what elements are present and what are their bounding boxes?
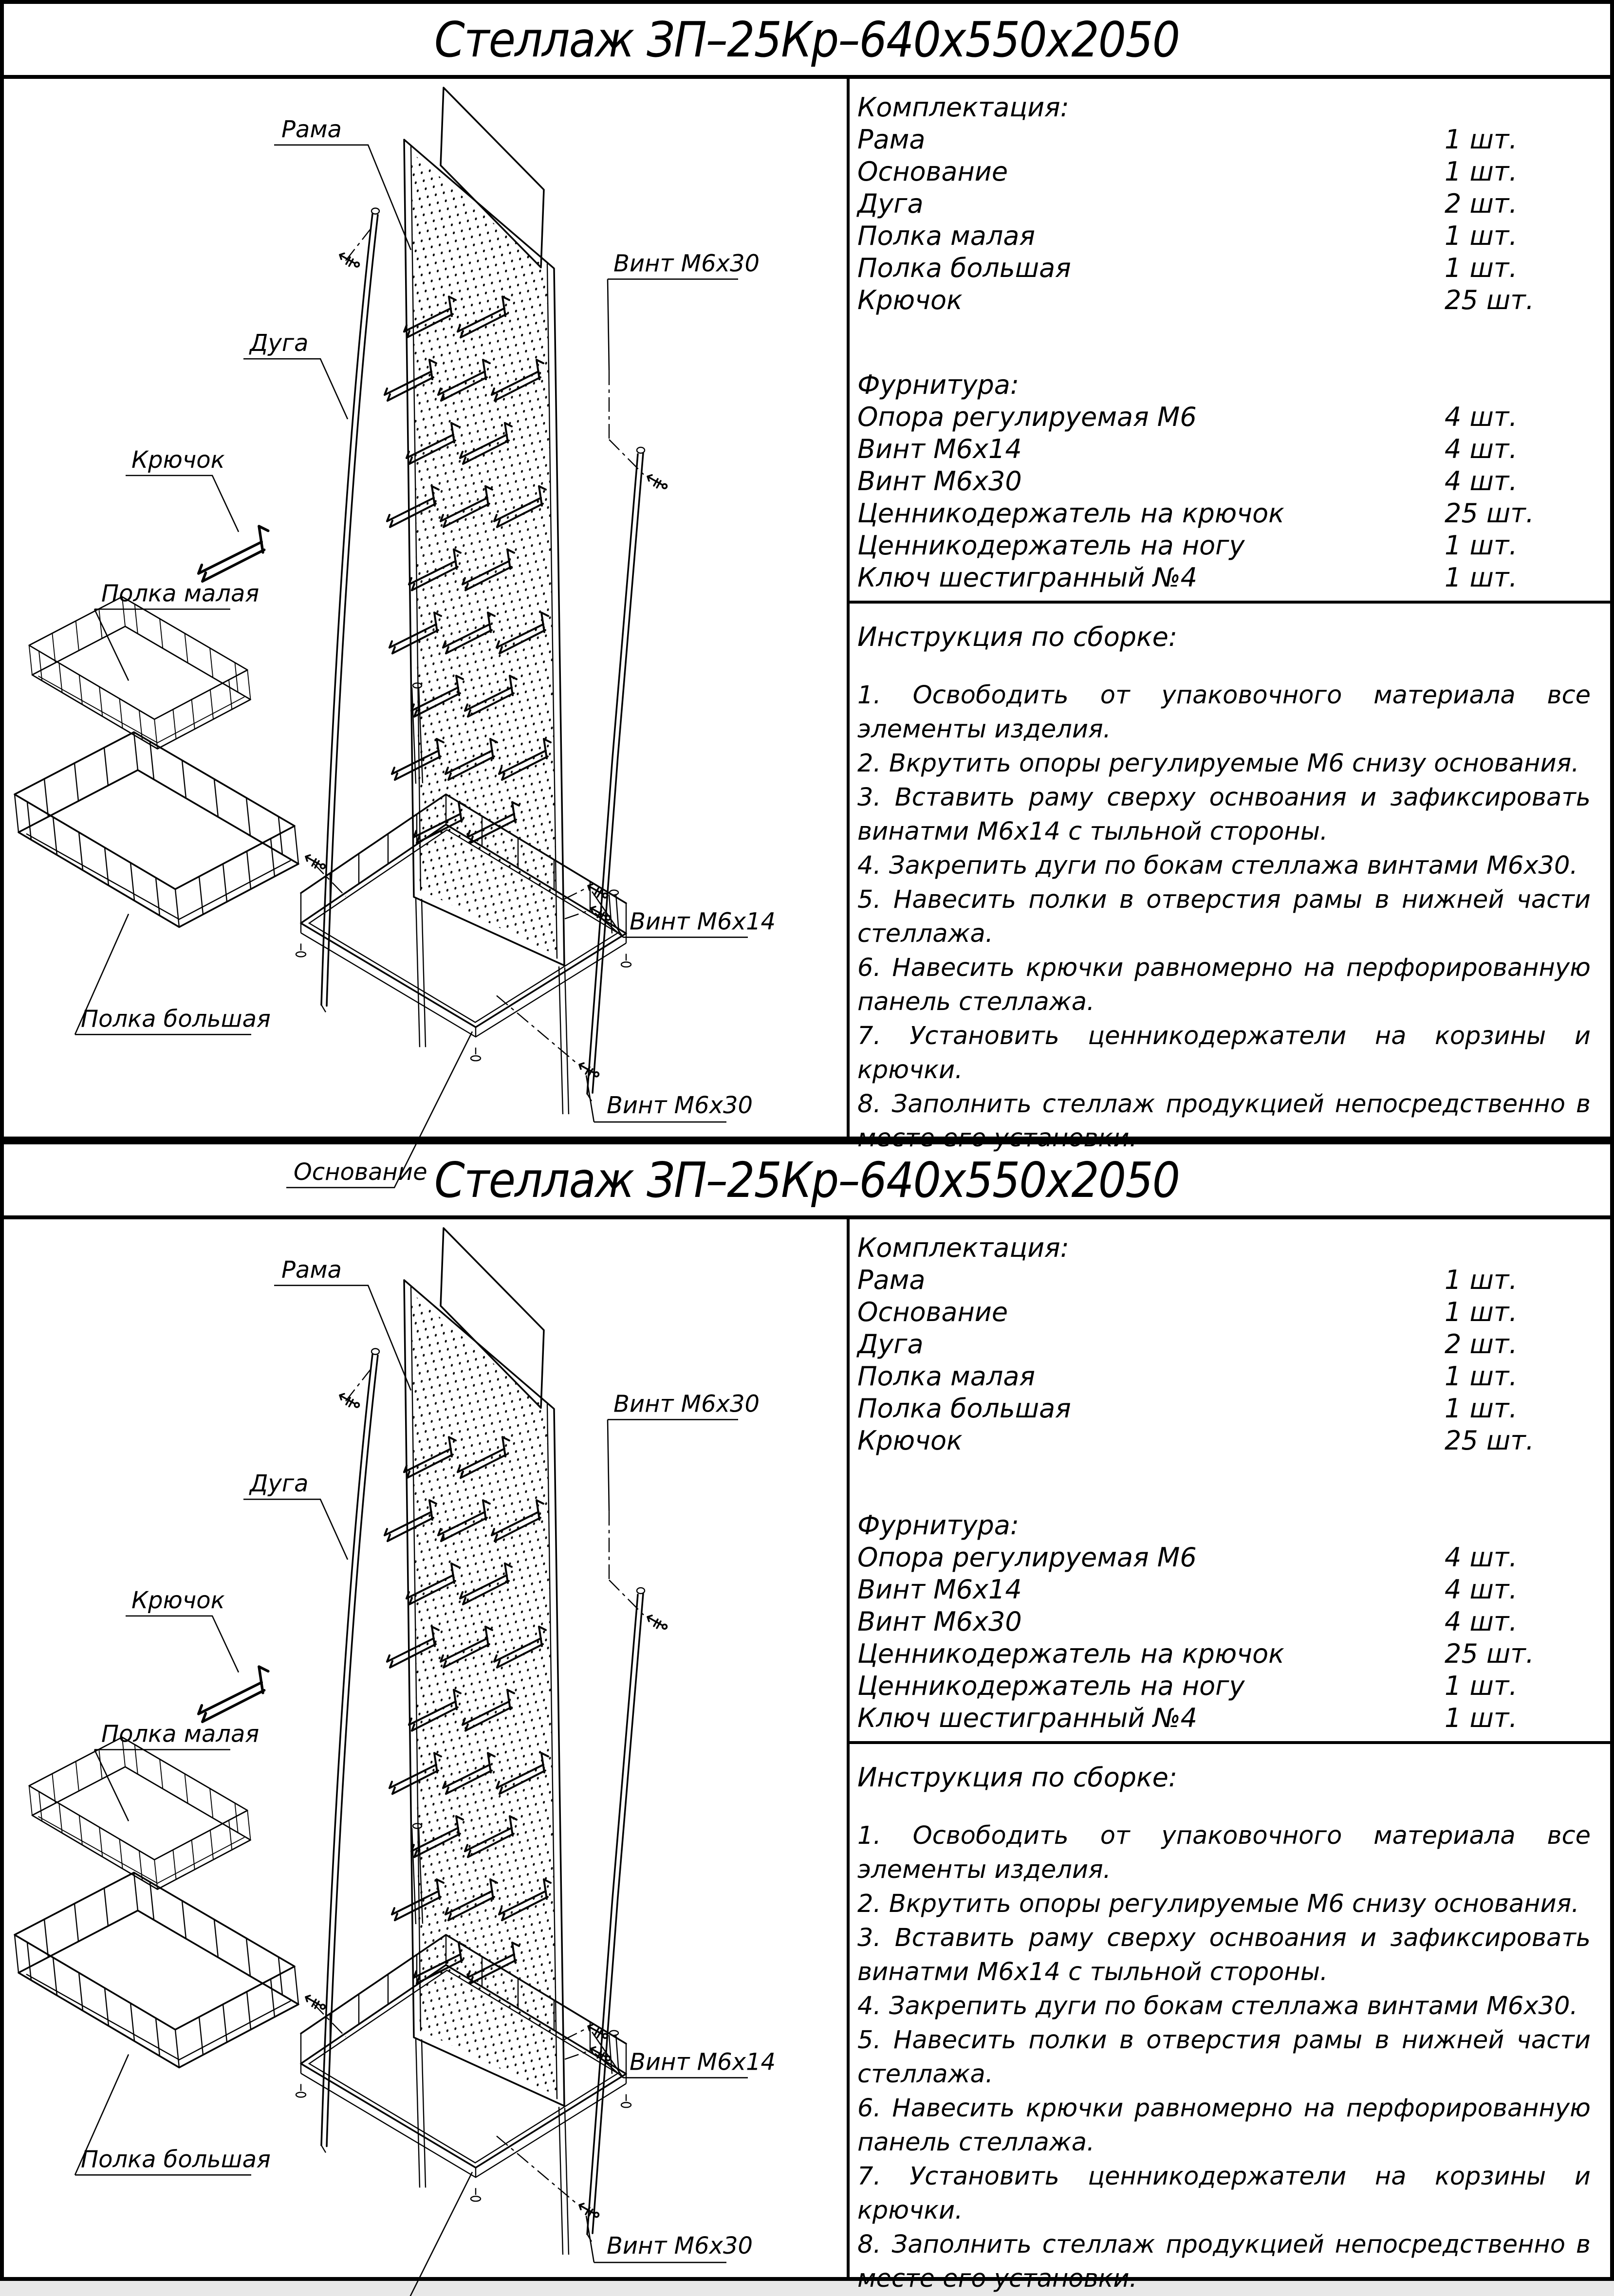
item-qty: 1 шт.	[1445, 156, 1518, 187]
item-name: Ключ шестигранный №4	[857, 562, 1198, 593]
assembly-step: 8. Заполнить стеллаж продукцией непосредственно в месте его установки.	[857, 1090, 1591, 1153]
assembly-heading: Инструкция по сборке:	[857, 1762, 1178, 1793]
label-polka-malaya: Полка малая	[101, 1720, 260, 1748]
item-name: Ценникодержатель на крючок	[857, 1638, 1284, 1669]
hardware-item-row	[857, 1670, 1591, 1702]
item-qty: 1 шт.	[1445, 253, 1518, 283]
item-qty: 1 шт.	[1445, 1265, 1518, 1295]
pegboard-panel	[404, 1280, 564, 2106]
item-name: Винт М6х14	[857, 434, 1022, 464]
equipment-list	[857, 1264, 1591, 1457]
item-name: Опора регулируемая М6	[857, 402, 1197, 432]
assembly-section	[857, 1744, 1591, 2296]
item-name: Опора регулируемая М6	[857, 1542, 1197, 1573]
assembly-step: 6. Навесить крючки равномерно на перфорированную панель стеллажа.	[857, 954, 1591, 1016]
info-column	[850, 79, 1610, 1153]
item-name: Рама	[857, 1265, 926, 1295]
item-name: Крючок	[857, 285, 963, 315]
item-name: Полка большая	[857, 1393, 1071, 1424]
label-kryuchok: Крючок	[131, 446, 225, 474]
item-qty: 4 шт.	[1445, 434, 1518, 464]
hardware-heading: Фурнитура:	[857, 1510, 1020, 1541]
hook-icon	[199, 526, 268, 581]
item-qty: 1 шт.	[1445, 1671, 1518, 1701]
assembly-step: 2. Вкрутить опоры регулируемые М6 снизу основания.	[857, 749, 1579, 778]
item-qty: 1 шт.	[1445, 220, 1518, 251]
item-qty: 1 шт.	[1445, 1393, 1518, 1424]
hardware-item-row	[857, 465, 1591, 497]
item-name: Ценникодержатель на крючок	[857, 498, 1284, 529]
hardware-item-row	[857, 1542, 1591, 1574]
big-shelf-basket	[15, 732, 298, 927]
small-shelf-basket	[29, 597, 251, 749]
sheet-content	[4, 1219, 1610, 2293]
hook-icon	[199, 1667, 268, 1722]
equipment-section	[857, 92, 1591, 316]
item-qty: 1 шт.	[1445, 562, 1518, 593]
item-qty: 1 шт.	[1445, 1361, 1518, 1392]
item-qty: 25 шт.	[1445, 498, 1534, 529]
hardware-item-row	[857, 497, 1591, 530]
equipment-item-row	[857, 124, 1591, 156]
equipment-item-row	[857, 1264, 1591, 1296]
hardware-section	[857, 1509, 1591, 1734]
label-vint-m6x14: Винт М6х14	[629, 2048, 776, 2076]
equipment-list	[857, 124, 1591, 316]
item-qty: 25 шт.	[1445, 1425, 1534, 1456]
item-qty: 25 шт.	[1445, 1638, 1534, 1669]
equipment-item-row	[857, 1328, 1591, 1360]
hardware-item-row	[857, 1702, 1591, 1734]
hardware-list	[857, 401, 1591, 594]
item-qty: 4 шт.	[1445, 466, 1518, 496]
assembly-heading: Инструкция по сборке:	[857, 622, 1178, 652]
assembly-steps	[857, 679, 1591, 1156]
assembly-step: 7. Установить ценникодержатели на корзины и крючки.	[857, 2162, 1591, 2225]
label-vint-m6x14: Винт М6х14	[629, 908, 776, 936]
instruction-sheet	[0, 1140, 1614, 2293]
label-duga: Дуга	[250, 1470, 309, 1498]
item-name: Винт М6х30	[857, 1606, 1022, 1637]
page-title: Стеллаж ЗП–25Кр–640х550х2050	[434, 1151, 1180, 1209]
item-qty: 1 шт.	[1445, 530, 1518, 561]
hardware-item-row	[857, 562, 1591, 594]
equipment-item-row	[857, 188, 1591, 220]
assembly-step: 1. Освободить от упаковочного материала все элементы изделия.	[857, 1821, 1591, 1884]
item-qty: 1 шт.	[1445, 1297, 1518, 1327]
label-polka-bolshaya: Полка большая	[81, 1005, 271, 1033]
item-name: Дуга	[857, 188, 924, 219]
assembly-step: 1. Освободить от упаковочного материала все элементы изделия.	[857, 681, 1591, 744]
assembly-step: 5. Навесить полки в отверстия рамы в нижней части стеллажа.	[857, 2026, 1591, 2089]
item-qty: 1 шт.	[1445, 1703, 1518, 1733]
hardware-section	[857, 369, 1591, 594]
item-name: Винт М6х30	[857, 466, 1022, 496]
hardware-list	[857, 1542, 1591, 1734]
item-qty: 2 шт.	[1445, 1329, 1518, 1359]
equipment-item-row	[857, 220, 1591, 252]
item-qty: 2 шт.	[1445, 188, 1518, 219]
item-name: Ценникодержатель на ногу	[857, 530, 1245, 561]
label-vint-m6x30-top: Винт М6х30	[613, 1390, 760, 1418]
hardware-item-row	[857, 433, 1591, 465]
sheet-title-band	[4, 4, 1610, 79]
item-qty: 4 шт.	[1445, 1606, 1518, 1637]
label-rama: Рама	[281, 115, 342, 143]
equipment-heading: Комплектация:	[857, 1232, 1069, 1263]
assembly-step: 3. Вставить раму сверху оснвоания и зафиксировать винатми М6х14 с тыльной стороны.	[857, 1924, 1591, 1986]
assembly-steps	[857, 1819, 1591, 2296]
small-shelf-basket	[29, 1737, 251, 1889]
equipment-item-row	[857, 1393, 1591, 1425]
equipment-heading: Комплектация:	[857, 92, 1069, 123]
label-polka-bolshaya: Полка большая	[81, 2146, 271, 2173]
item-name: Основание	[857, 1297, 1008, 1327]
item-name: Основание	[857, 156, 1008, 187]
pegboard-panel	[404, 140, 564, 966]
item-name: Полка большая	[857, 253, 1071, 283]
item-qty: 1 шт.	[1445, 124, 1518, 155]
label-duga: Дуга	[250, 330, 309, 357]
equipment-item-row	[857, 1425, 1591, 1457]
item-qty: 4 шт.	[1445, 402, 1518, 432]
assembly-step: 7. Установить ценникодержатели на корзины и крючки.	[857, 1022, 1591, 1084]
info-column	[850, 1219, 1610, 2293]
assembly-section	[857, 604, 1591, 1156]
big-shelf-basket	[15, 1873, 298, 2067]
equipment-item-row	[857, 252, 1591, 284]
label-osnovanie: Основание	[293, 1158, 427, 1186]
equipment-item-row	[857, 1296, 1591, 1328]
item-name: Винт М6х14	[857, 1574, 1022, 1605]
exploded-view-drawing	[4, 79, 850, 1186]
assembly-step: 4. Закрепить дуги по бокам стеллажа винтами М6х30.	[857, 851, 1578, 880]
label-rama: Рама	[281, 1256, 342, 1284]
rack-assembly-diagram	[4, 79, 847, 1186]
item-qty: 4 шт.	[1445, 1574, 1518, 1605]
label-vint-m6x30-top: Винт М6х30	[613, 250, 760, 277]
equipment-item-row	[857, 284, 1591, 316]
sheet-title-band	[4, 1144, 1610, 1219]
equipment-section	[857, 1232, 1591, 1457]
assembly-step: 2. Вкрутить опоры регулируемые М6 снизу основания.	[857, 1890, 1579, 1918]
item-name: Ключ шестигранный №4	[857, 1703, 1198, 1733]
item-qty: 4 шт.	[1445, 1542, 1518, 1573]
label-vint-m6x30-bottom: Винт М6х30	[606, 1092, 753, 1120]
hardware-heading: Фурнитура:	[857, 369, 1020, 400]
rack-assembly-diagram	[4, 1219, 847, 2277]
exploded-view-drawing	[4, 1219, 850, 2277]
item-name: Полка малая	[857, 220, 1035, 251]
label-kryuchok: Крючок	[131, 1586, 225, 1614]
item-name: Крючок	[857, 1425, 963, 1456]
equipment-item-row	[857, 156, 1591, 188]
equipment-item-row	[857, 1360, 1591, 1393]
page-title: Стеллаж ЗП–25Кр–640х550х2050	[434, 11, 1180, 68]
hardware-item-row	[857, 530, 1591, 562]
item-name: Дуга	[857, 1329, 924, 1359]
assembly-step: 6. Навесить крючки равномерно на перфорированную панель стеллажа.	[857, 2094, 1591, 2157]
item-name: Рама	[857, 124, 926, 155]
assembly-step: 4. Закрепить дуги по бокам стеллажа винтами М6х30.	[857, 1992, 1578, 2020]
item-name: Ценникодержатель на ногу	[857, 1671, 1245, 1701]
right-arc	[587, 1588, 645, 2241]
item-qty: 25 шт.	[1445, 285, 1534, 315]
label-polka-malaya: Полка малая	[101, 580, 260, 607]
assembly-step: 8. Заполнить стеллаж продукцией непосредственно в месте его установки.	[857, 2230, 1591, 2293]
hardware-item-row	[857, 1574, 1591, 1606]
assembly-step: 5. Навесить полки в отверстия рамы в нижней части стеллажа.	[857, 885, 1591, 948]
right-arc	[587, 447, 645, 1101]
label-vint-m6x30-bottom: Винт М6х30	[606, 2232, 753, 2260]
assembly-step: 3. Вставить раму сверху оснвоания и зафиксировать винатми М6х14 с тыльной стороны.	[857, 783, 1591, 846]
hardware-item-row	[857, 1606, 1591, 1638]
hardware-item-row	[857, 1638, 1591, 1670]
hardware-item-row	[857, 401, 1591, 433]
item-name: Полка малая	[857, 1361, 1035, 1392]
